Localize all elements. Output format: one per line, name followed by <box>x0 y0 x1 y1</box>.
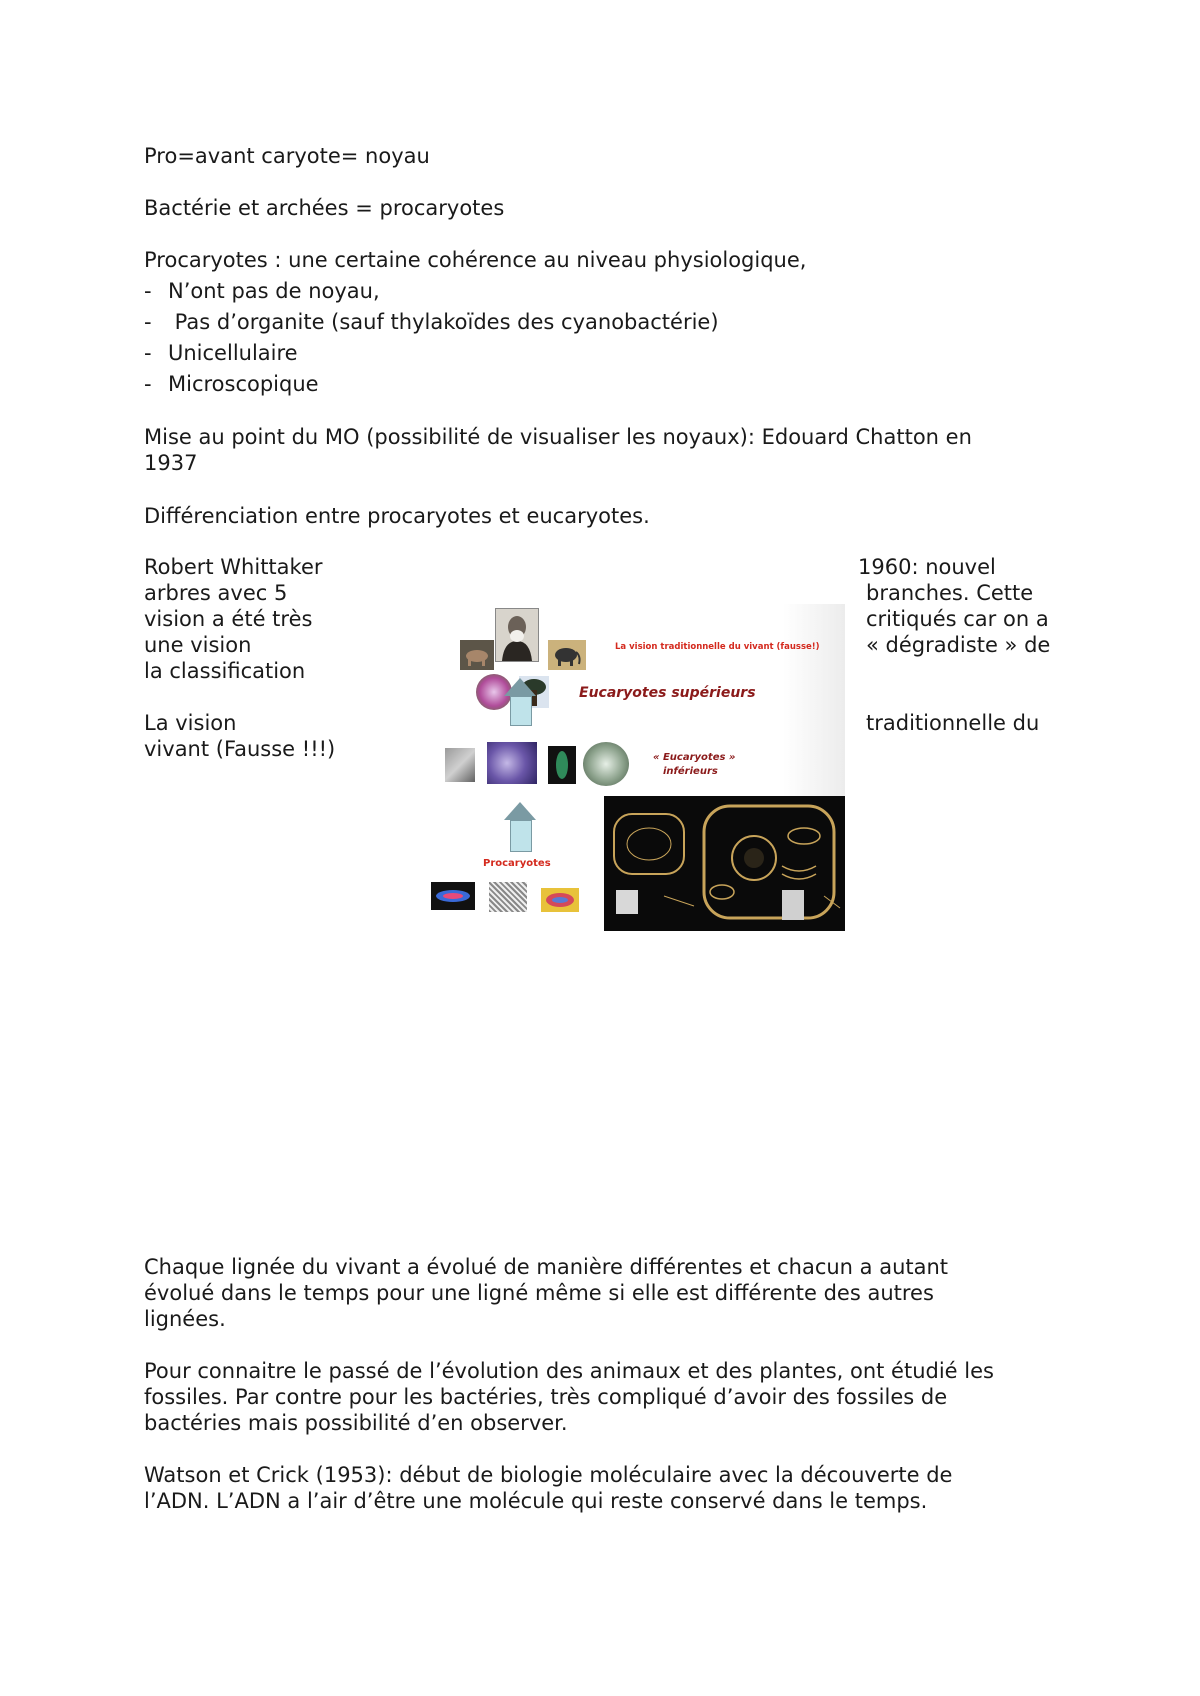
arrow-up <box>510 820 532 852</box>
paragraph-line: Watson et Crick (1953): début de biologie moléculaire avec la découverte de <box>144 1463 953 1487</box>
right-column-line: traditionnelle du <box>866 711 1040 735</box>
arrow-head <box>504 678 536 696</box>
left-column-line: la classification <box>144 659 306 683</box>
bullet-text: Microscopique <box>168 372 319 396</box>
text-line: 1937 <box>144 451 198 475</box>
paragraph-line: bactéries mais possibilité d’en observer. <box>144 1411 568 1435</box>
right-column-line: critiqués car on a <box>866 607 1049 631</box>
arrow-up <box>510 696 532 726</box>
bullet-text: Unicellulaire <box>168 341 298 365</box>
bullet-item <box>144 371 319 397</box>
left-column-line: vision a été très <box>144 607 313 631</box>
bullet-item <box>144 340 298 366</box>
procaryotes-label: Procaryotes <box>483 858 551 869</box>
portrait-image <box>495 608 539 662</box>
bacteria-texture-photo <box>489 882 527 912</box>
tree-of-life-figure <box>431 604 845 931</box>
bullet-dash: - <box>144 279 152 303</box>
paragraph-line: Chaque lignée du vivant a évolué de manière différentes et chacun a autant <box>144 1255 949 1279</box>
bullet-text: N’ont pas de noyau, <box>168 279 380 303</box>
text-line: Pro=avant caryote= noyau <box>144 144 430 168</box>
cells-photo <box>487 742 537 784</box>
text-line: Différenciation entre procaryotes et eucaryotes. <box>144 504 650 528</box>
left-column-line: La vision <box>144 711 237 735</box>
bacteria-photo <box>431 882 475 910</box>
left-column-line: vivant (Fausse !!!) <box>144 737 336 761</box>
text-line: Procaryotes : une certaine cohérence au niveau physiologique, <box>144 248 807 272</box>
bullet-dash: - <box>144 310 152 334</box>
paragraph-line: évolué dans le temps pour une ligné même si elle est différente des autres <box>144 1281 934 1305</box>
elephant-photo <box>548 640 586 670</box>
bullet-text: Pas d’organite (sauf thylakoïdes des cyanobactérie) <box>168 310 719 334</box>
text-line: Mise au point du MO (possibilité de visualiser les noyaux): Edouard Chatton en <box>144 425 972 449</box>
eucaryotes-inferieurs-label-1: « Eucaryotes » <box>653 752 736 763</box>
bullet-item <box>144 309 719 335</box>
paragraph-line: fossiles. Par contre pour les bactéries, très compliqué d’avoir des fossiles de <box>144 1385 948 1409</box>
bullet-dash: - <box>144 341 152 365</box>
paragraph-line: lignées. <box>144 1307 226 1331</box>
right-column-line: branches. Cette <box>866 581 1034 605</box>
left-column-line: Robert Whittaker <box>144 555 323 579</box>
bullet-dash: - <box>144 372 152 396</box>
text-line: Bactérie et archées = procaryotes <box>144 196 505 220</box>
animal-photo <box>460 640 494 670</box>
left-column-line: une vision <box>144 633 252 657</box>
eucaryotes-inferieurs-label-2: inférieurs <box>663 766 718 777</box>
microorganism-photo <box>445 748 475 782</box>
arrow-head <box>504 802 536 820</box>
diatom-photo <box>548 746 576 784</box>
eucaryotes-superieurs-label: Eucaryotes supérieurs <box>579 685 756 701</box>
paragraph-line: l’ADN. L’ADN a l’air d’être une molécule qui reste conservé dans le temps. <box>144 1489 928 1513</box>
protist-photo <box>583 742 629 786</box>
figure-title: La vision traditionnelle du vivant (fausse!) <box>615 642 820 652</box>
cell-diagram-panel <box>604 796 845 931</box>
left-column-line: arbres avec 5 <box>144 581 288 605</box>
right-column-line: 1960: nouvel <box>858 555 996 579</box>
right-column-line: « dégradiste » de <box>866 633 1051 657</box>
paragraph-line: Pour connaitre le passé de l’évolution des animaux et des plantes, ont étudié les <box>144 1359 994 1383</box>
bullet-item <box>144 278 380 304</box>
bacterium-colored-photo <box>541 888 579 912</box>
